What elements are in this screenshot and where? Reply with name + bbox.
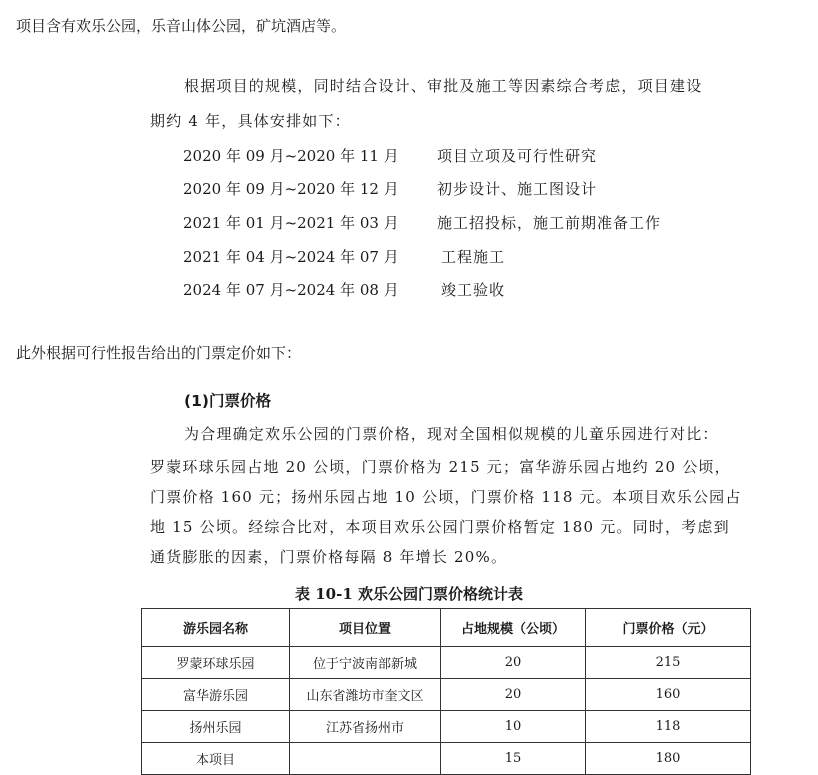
table-cell: 160 [586, 679, 751, 711]
table-row [142, 711, 751, 743]
table-cell: 山东省潍坊市奎文区 [290, 679, 441, 711]
schedule-task: 工程施工 [441, 248, 506, 266]
schedule-date: 2024 年 07 月~2024 年 08 月 [183, 281, 399, 299]
table-header-row [142, 609, 751, 647]
table-cell: 扬州乐园 [142, 711, 290, 743]
table-header-cell: 门票价格（元） [586, 609, 751, 647]
table-row [142, 743, 751, 775]
plan-paragraph-line-1: 根据项目的规模，同时结合设计、审批及施工等因素综合考虑，项目建设 [184, 77, 703, 95]
table-header-cell: 游乐园名称 [142, 609, 290, 647]
table-cell: 本项目 [142, 743, 290, 775]
table-caption: 表 10-1 欢乐公园门票价格统计表 [295, 585, 523, 603]
schedule-task: 初步设计、施工图设计 [437, 180, 598, 198]
table-cell: 位于宁波南部新城 [290, 647, 441, 679]
intro-text: 项目含有欢乐公园，乐音山体公园，矿坑酒店等。 [16, 17, 347, 35]
table-cell: 215 [586, 647, 751, 679]
table-cell: 富华游乐园 [142, 679, 290, 711]
plan-paragraph-line-2: 期约 4 年，具体安排如下： [150, 112, 351, 130]
table-row [142, 679, 751, 711]
table-row [142, 647, 751, 679]
schedule-task: 竣工验收 [441, 281, 506, 299]
table-cell: 180 [586, 743, 751, 775]
table-cell: 罗蒙环球乐园 [142, 647, 290, 679]
table-header-cell: 占地规模（公顷） [441, 609, 586, 647]
table-cell: 118 [586, 711, 751, 743]
schedule-task: 施工招投标，施工前期准备工作 [437, 214, 662, 232]
table-cell: 江苏省扬州市 [290, 711, 441, 743]
schedule-task: 项目立项及可行性研究 [437, 147, 598, 165]
body-line: 为合理确定欢乐公园的门票价格，现对全国相似规模的儿童乐园进行对比： [184, 425, 719, 443]
schedule-date: 2020 年 09 月~2020 年 12 月 [183, 180, 399, 198]
body-line: 通货膨胀的因素，门票价格每隔 8 年增长 20%。 [150, 548, 508, 566]
body-line: 罗蒙环球乐园占地 20 公顷，门票价格为 215 元；富华游乐园占地约 20 公顷， [150, 458, 731, 476]
schedule-date: 2021 年 01 月~2021 年 03 月 [183, 214, 399, 232]
table-cell: 15 [441, 743, 586, 775]
section-heading: (1)门票价格 [184, 392, 271, 410]
table-header-cell: 项目位置 [290, 609, 441, 647]
price-table [141, 608, 751, 775]
schedule-date: 2021 年 04 月~2024 年 07 月 [183, 248, 399, 266]
schedule-date: 2020 年 09 月~2020 年 11 月 [183, 147, 399, 165]
table-cell: 10 [441, 711, 586, 743]
table-cell: 20 [441, 679, 586, 711]
body-line: 地 15 公顷。经综合比对，本项目欢乐公园门票价格暂定 180 元。同时，考虑到 [150, 518, 730, 536]
table-cell: 20 [441, 647, 586, 679]
price-intro-text: 此外根据可行性报告给出的门票定价如下： [16, 344, 302, 362]
body-line: 门票价格 160 元；扬州乐园占地 10 公顷，门票价格 118 元。本项目欢乐公园占 [150, 488, 742, 506]
table-cell [290, 743, 441, 775]
